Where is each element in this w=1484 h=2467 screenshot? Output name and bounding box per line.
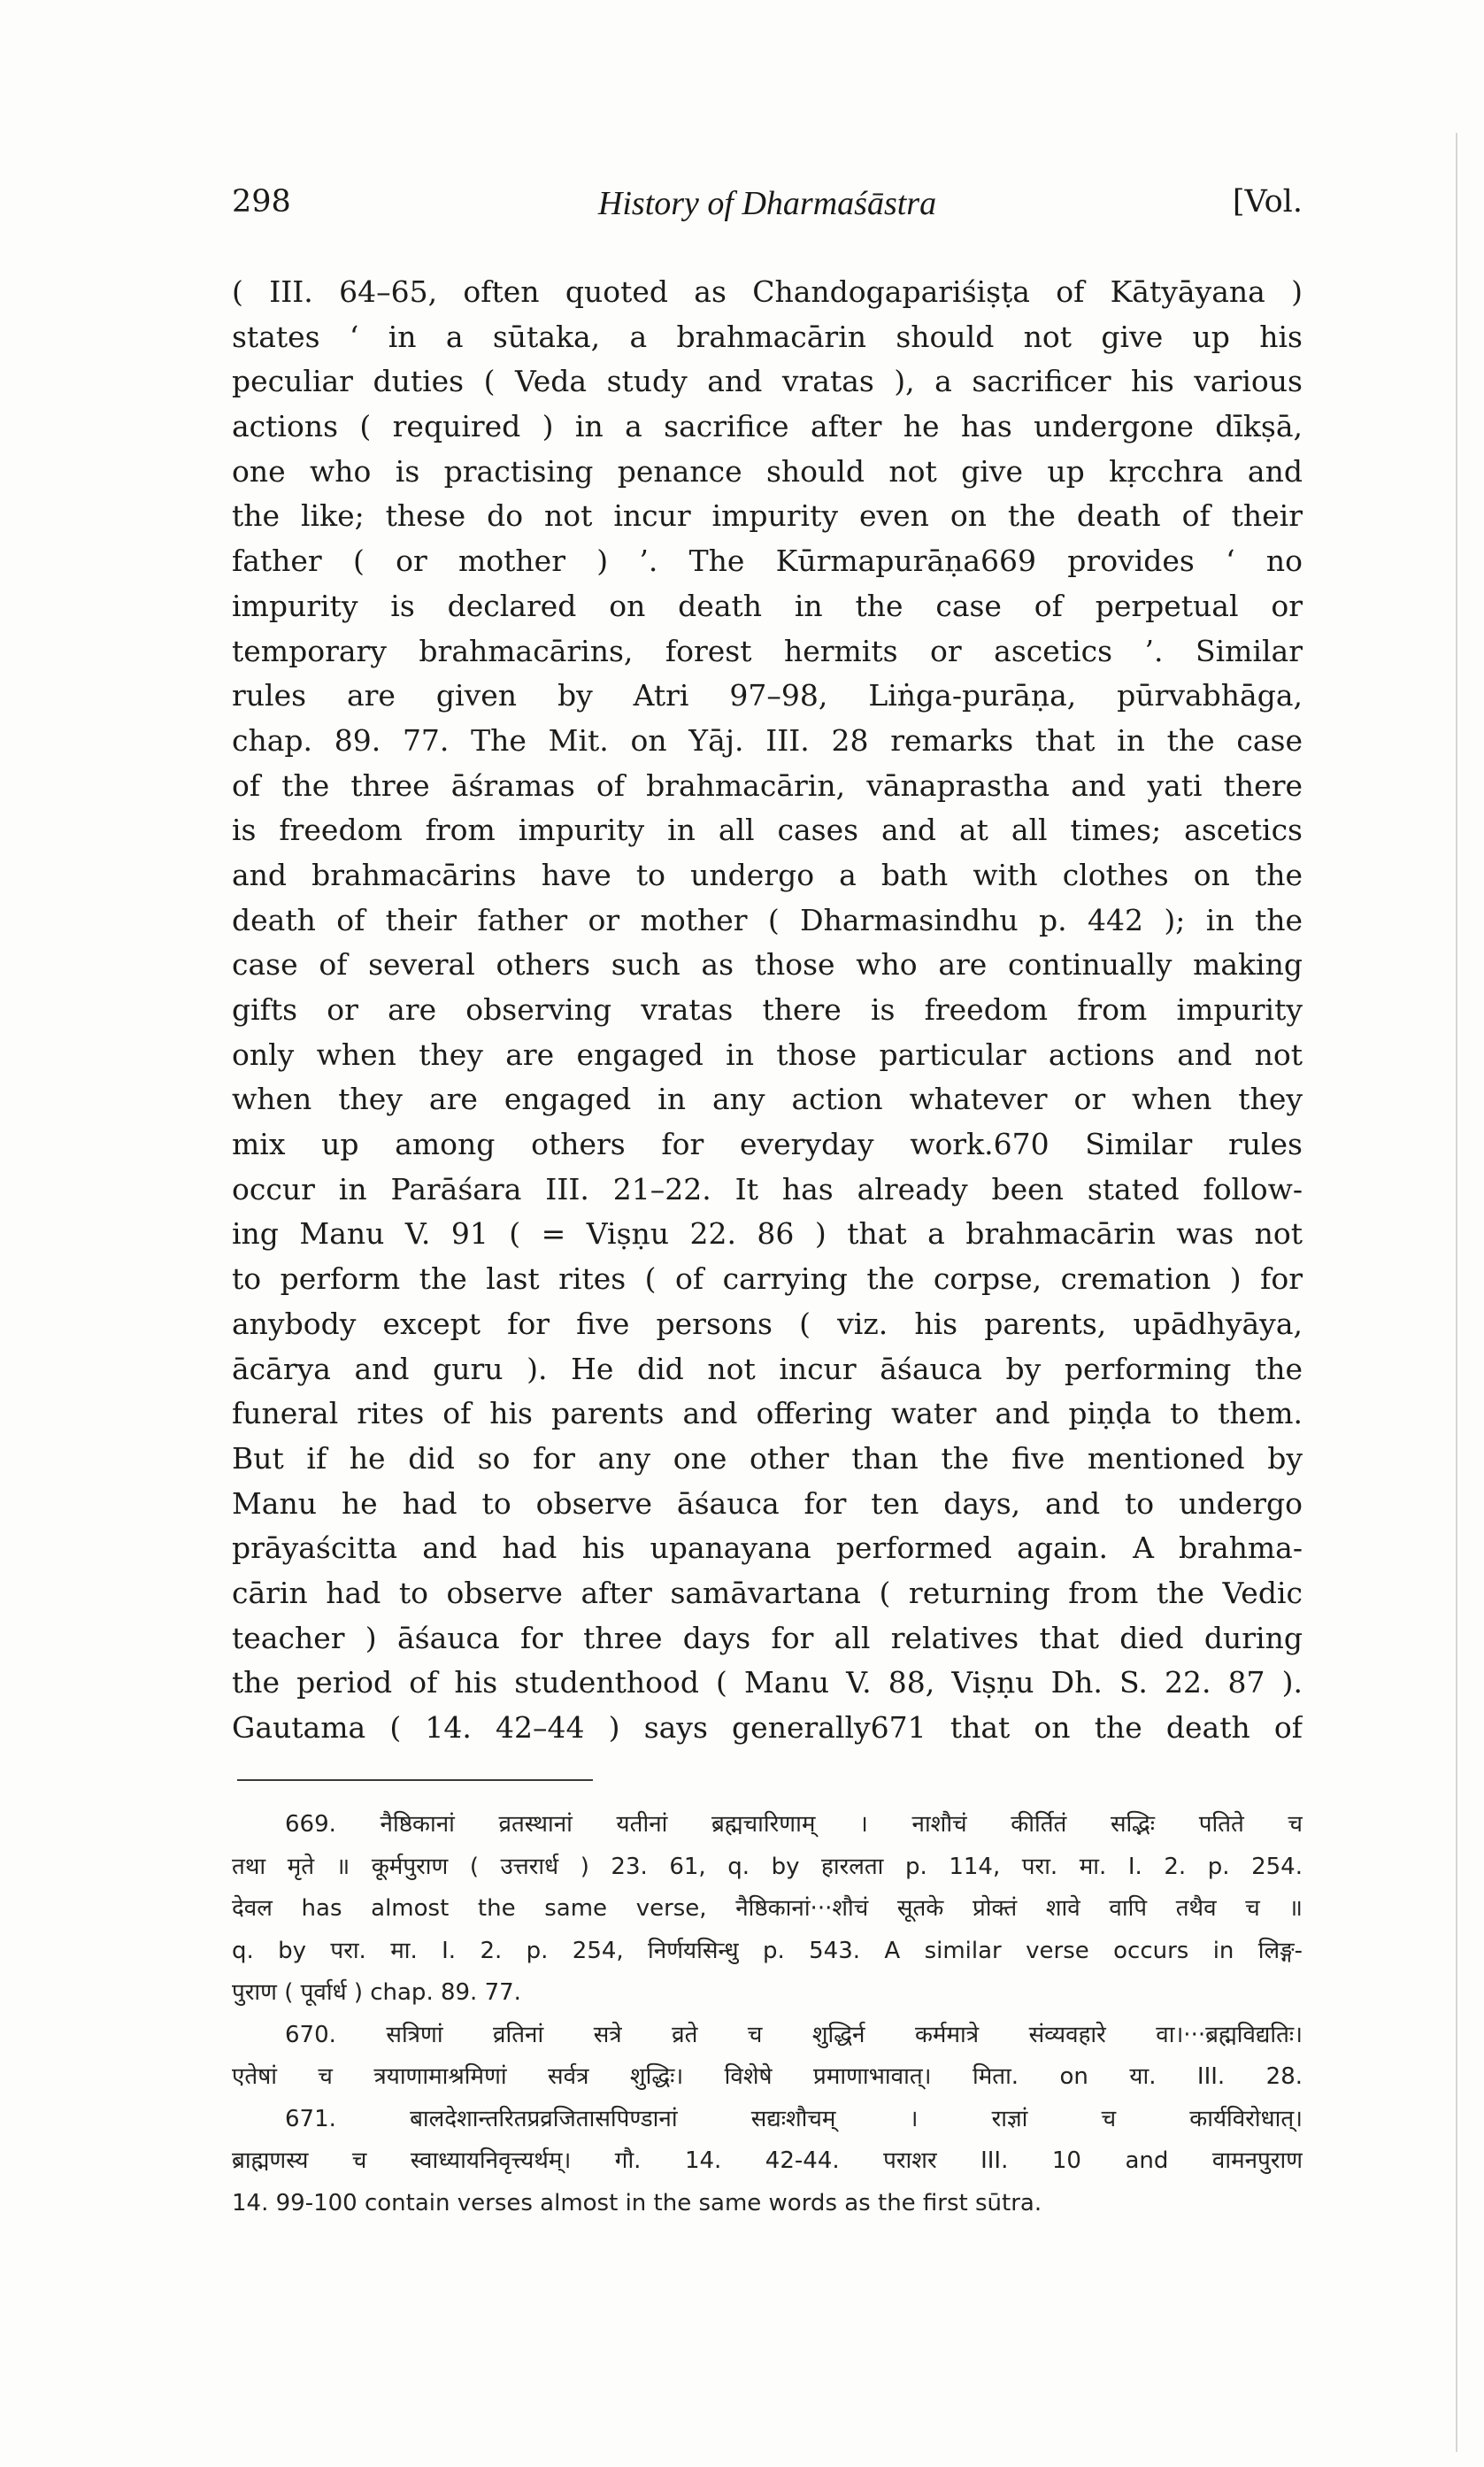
body-line: the like; these do not incur impurity even on the death of their (232, 498, 1303, 534)
body-line: is freedom from impurity in all cases and at all times; ascetics (232, 813, 1303, 848)
body-line: the period of his studenthood ( Manu V. 88, Viṣṇu Dh. S. 22. 87 ). (232, 1665, 1303, 1700)
body-line: actions ( required ) in a sacrifice after he has undergone dīkṣā, (232, 409, 1303, 444)
footnote-line: 669. नैष्ठिकानां व्रतस्थानां यतीनां ब्रह्मचारिणाम् । नाशौचं कीर्तितं सद्भिः पतिते च (285, 1811, 1303, 1838)
footnote-line: q. by परा. मा. I. 2. p. 254, निर्णयसिन्धु p. 543. A similar verse occurs in लिङ्ग- (232, 1937, 1303, 1964)
body-line: when they are engaged in any action whatever or when they (232, 1082, 1303, 1117)
footnote-line: पुराण ( पूर्वार्ध ) chap. 89. 77. (232, 1979, 521, 2006)
body-line: one who is practising penance should not give up kṛcchra and (232, 453, 1303, 489)
volume-label: [Vol. (1232, 184, 1303, 220)
body-line: of the three āśramas of brahmacārin, vānaprastha and yati there (232, 767, 1303, 803)
body-line: ing Manu V. 91 ( = Viṣṇu 22. 86 ) that a brahmacārin was not (232, 1216, 1303, 1252)
body-line: ( III. 64–65, often quoted as Chandogapariśiṣṭa of Kātyāyana ) (232, 274, 1303, 309)
body-line: impurity is declared on death in the case of perpetual or (232, 588, 1303, 623)
footnote-line: 670. सत्रिणां व्रतिनां सत्रे व्रते च शुद्धिर्न कर्ममात्रे संव्यवहारे वा।···ब्रह्मविद्यतिः। (285, 2021, 1303, 2048)
body-line: peculiar duties ( Veda study and vratas ), a sacrificer his various (232, 364, 1303, 399)
footnote-line: ब्राह्मणस्य च स्वाध्यायनिवृत्त्यर्थम्। गौ. 14. 42-44. पराशर III. 10 and वामनपुराण (232, 2147, 1303, 2174)
body-line: funeral rites of his parents and offering water and piṇḍa to them. (232, 1396, 1303, 1431)
body-line: father ( or mother ) ’. The Kūrmapurāṇa669 provides ‘ no (232, 544, 1303, 579)
footnote-separator (237, 1779, 593, 1781)
body-line: prāyaścitta and had his upanayana performed again. A brahma- (232, 1530, 1303, 1566)
footnotes (232, 1804, 1303, 2224)
page-header (232, 184, 1303, 228)
body-line: only when they are engaged in those particular actions and not (232, 1037, 1303, 1072)
body-line: teacher ) āśauca for three days for all relatives that died during (232, 1620, 1303, 1655)
body-line: rules are given by Atri 97–98, Liṅga-purāṇa, pūrvabhāga, (232, 678, 1303, 713)
footnote-line: 14. 99-100 contain verses almost in the same words as the first sūtra. (232, 2189, 1042, 2216)
body-text (232, 270, 1303, 1751)
body-line: and brahmacārins have to undergo a bath with clothes on the (232, 857, 1303, 892)
body-line: to perform the last rites ( of carrying the corpse, cremation ) for (232, 1261, 1303, 1297)
running-head: History of Dharmaśāstra (597, 185, 937, 222)
footnote-line: देवल has almost the same verse, नैष्ठिकानां···शौचं सूतके प्रोक्तं शावे वापि तथैव च ॥ (232, 1895, 1303, 1922)
body-line: temporary brahmacārins, forest hermits or ascetics ’. Similar (232, 633, 1303, 668)
page-number: 298 (232, 184, 291, 220)
body-line: Gautama ( 14. 42–44 ) says generally671 that on the death of (232, 1710, 1303, 1745)
footnote-line: एतेषां च त्रयाणामाश्रमिणां सर्वत्र शुद्धिः। विशेषे प्रमाणाभावात्। मिता. on या. III. 28. (232, 2063, 1303, 2090)
body-line: But if he did so for any one other than the five mentioned by (232, 1440, 1303, 1476)
footnote-line: तथा मृते ॥ कूर्मपुराण ( उत्तरार्ध ) 23. 61, q. by हारलता p. 114, परा. मा. I. 2. p. 254. (232, 1853, 1303, 1880)
body-line: states ‘ in a sūtaka, a brahmacārin should not give up his (232, 319, 1303, 354)
body-line: anybody except for five persons ( viz. his parents, upādhyāya, (232, 1306, 1303, 1341)
body-line: gifts or are observing vratas there is freedom from impurity (232, 992, 1303, 1027)
body-line: Manu he had to observe āśauca for ten days, and to undergo (232, 1485, 1303, 1521)
body-line: occur in Parāśara III. 21–22. It has already been stated follow- (232, 1171, 1303, 1207)
footnote-line: 671. बालदेशान्तरितप्रव्रजितासपिण्डानां सद्यःशौचम् । राज्ञां च कार्यविरोधात्। (285, 2105, 1303, 2132)
body-line: death of their father or mother ( Dharmasindhu p. 442 ); in the (232, 902, 1303, 937)
scan-edge-line (1456, 133, 1457, 2452)
body-line: case of several others such as those who are continually making (232, 947, 1303, 983)
body-line: ācārya and guru ). He did not incur āśauca by performing the (232, 1351, 1303, 1386)
body-line: cārin had to observe after samāvartana ( returning from the Vedic (232, 1575, 1303, 1610)
body-line: chap. 89. 77. The Mit. on Yāj. III. 28 remarks that in the case (232, 722, 1303, 758)
body-line: mix up among others for everyday work.670 Similar rules (232, 1127, 1303, 1162)
